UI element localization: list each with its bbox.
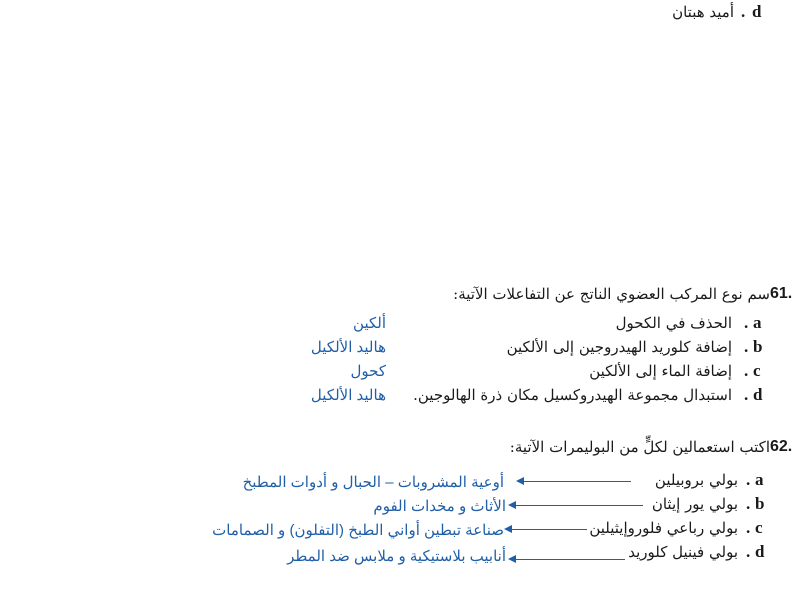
q61-b-text: إضافة كلوريد الهيدروجين إلى الألكين xyxy=(506,338,732,356)
q62-d-answer: أنابيب بلاستيكية و ملابس ضد المطر xyxy=(287,548,506,565)
q62-b-marker: b xyxy=(755,494,765,513)
q62-d-marker: d xyxy=(755,542,765,561)
q62-d-dot: . xyxy=(746,542,751,561)
q61-c-answer: كحول xyxy=(350,363,386,380)
top-item-marker: d xyxy=(752,2,762,21)
q61-a-marker: a xyxy=(753,313,762,332)
q62-number: 62. xyxy=(770,438,793,455)
q62-b-text: بولي يور إيثان xyxy=(651,495,738,513)
q61-a-dot: . xyxy=(744,313,749,332)
q62-c-dot: . xyxy=(746,518,751,537)
q62-c-marker: c xyxy=(755,518,763,537)
q61-b-dot: . xyxy=(744,337,749,356)
q61-d-marker: d xyxy=(753,385,763,404)
q62-b-dot: . xyxy=(746,494,751,513)
q61-a-answer: ألكين xyxy=(353,315,386,332)
q62-a-marker: a xyxy=(755,470,764,489)
q62-d-arrow xyxy=(515,559,625,560)
q61-a-text: الحذف في الكحول xyxy=(615,314,732,332)
q61-d-dot: . xyxy=(744,385,749,404)
q62-prompt: اكتب استعمالين لكلٍّ من البوليمرات الآتية: xyxy=(509,438,770,456)
q62-a-arrow xyxy=(523,481,631,482)
q61-c-dot: . xyxy=(744,361,749,380)
q61-c-text: إضافة الماء إلى الألكين xyxy=(589,362,732,380)
top-item-text: أميد هبتان xyxy=(672,3,734,21)
q62-b-arrow xyxy=(515,505,643,506)
q61-c-marker: c xyxy=(753,361,761,380)
q61-b-answer: هاليد الألكيل xyxy=(310,339,386,356)
q62-c-arrow xyxy=(511,529,587,530)
q61-d-answer: هاليد الألكيل xyxy=(310,387,386,404)
top-item-dot: . xyxy=(741,2,746,21)
q62-d-text: بولي فينيل كلوريد xyxy=(628,543,738,561)
q62-a-answer: أوعية المشروبات – الحبال و أدوات المطبخ xyxy=(242,474,504,491)
q62-b-answer: الأثاث و مخدات الفوم xyxy=(373,498,506,515)
q62-c-text: بولي رباعي فلوروإيثيلين xyxy=(589,519,738,537)
q61-d-text: استبدال مجموعة الهيدروكسيل مكان ذرة الهالوجين. xyxy=(413,386,732,404)
q61-b-marker: b xyxy=(753,337,763,356)
q61-prompt: سم نوع المركب العضوي الناتج عن التفاعلات الآتية: xyxy=(453,285,770,303)
q62-a-dot: . xyxy=(746,470,751,489)
q62-c-answer: صناعة تبطين أواني الطبخ (التفلون) و الصمامات xyxy=(212,522,504,539)
q62-a-text: بولي بروبيلين xyxy=(654,471,738,489)
q61-number: 61. xyxy=(770,285,793,302)
